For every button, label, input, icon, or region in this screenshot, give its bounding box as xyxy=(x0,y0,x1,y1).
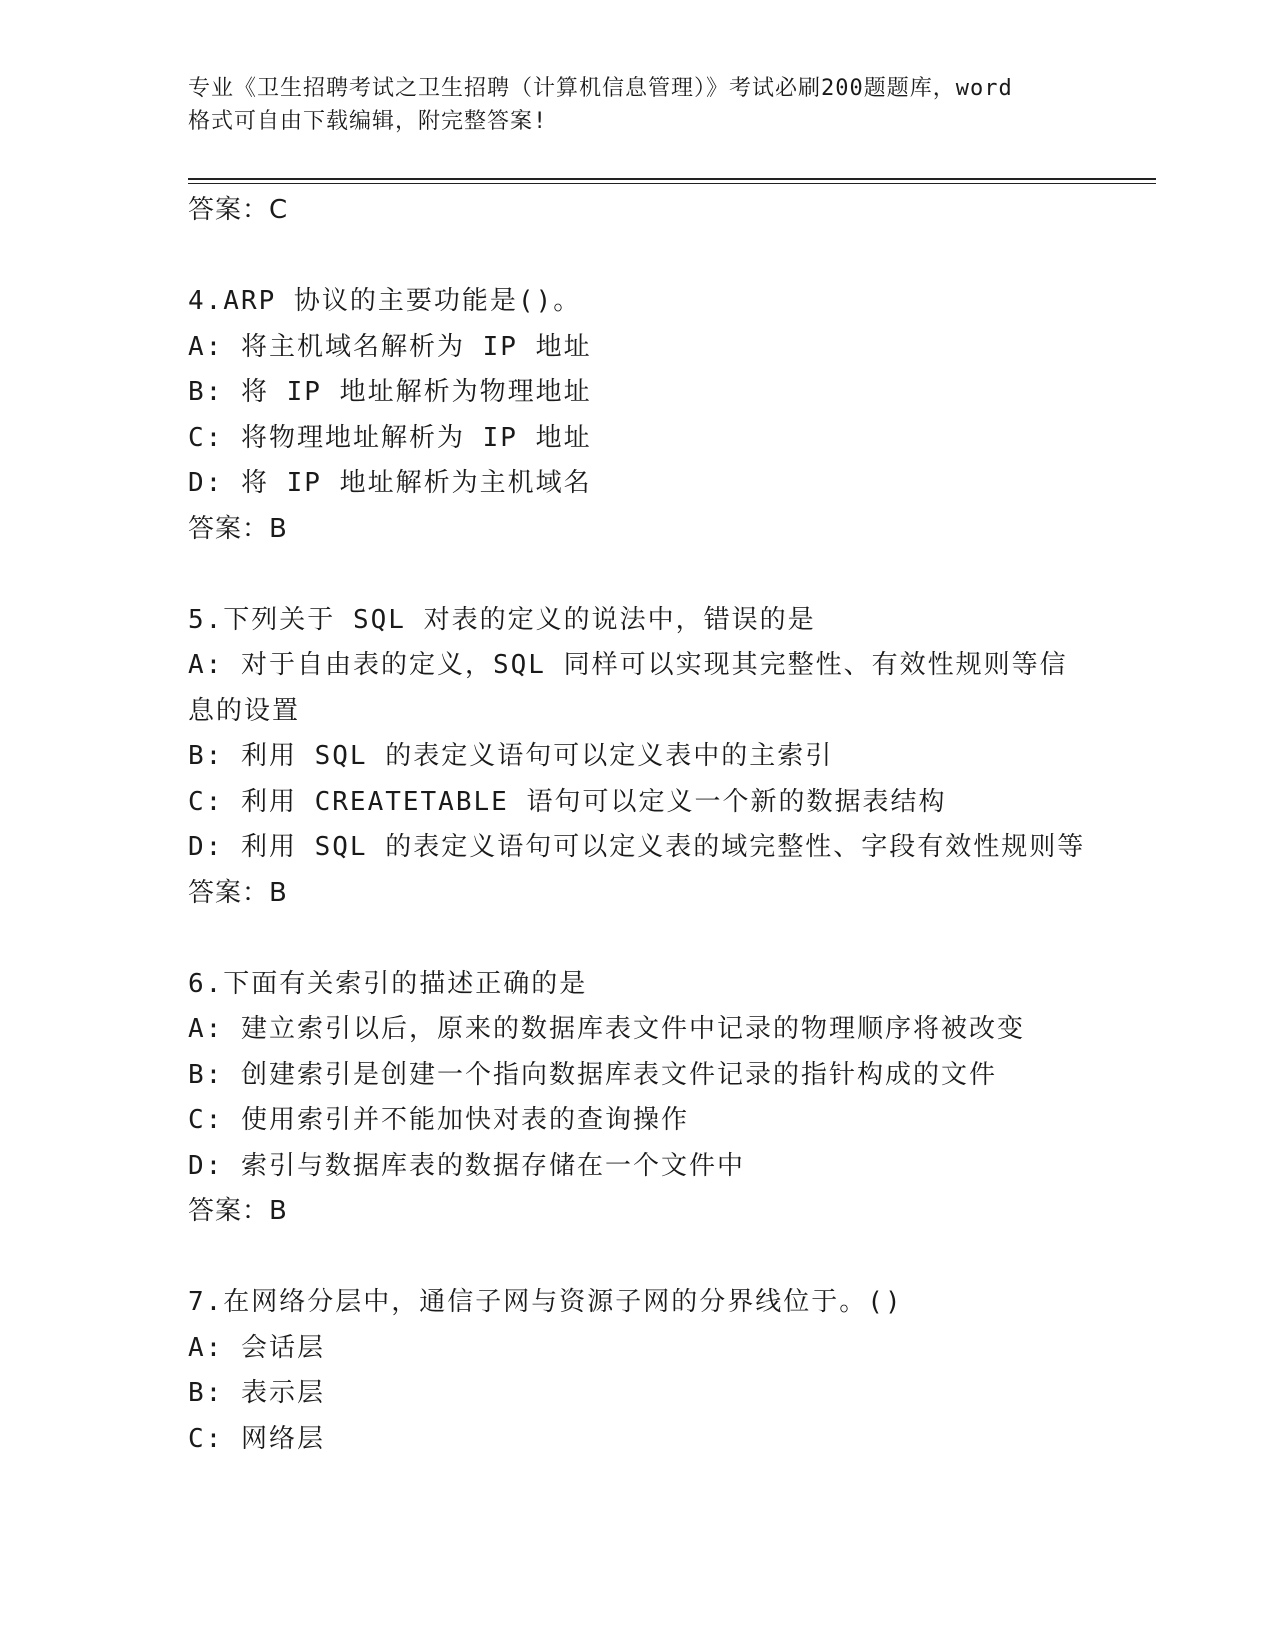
document-body xyxy=(188,188,1088,1462)
header-title-line-2: 格式可自由下载编辑，附完整答案! xyxy=(188,109,548,134)
option-a-continued: 息的设置 xyxy=(188,695,301,726)
document-header xyxy=(188,72,1088,138)
spacer xyxy=(188,916,1088,962)
spacer xyxy=(188,234,1088,280)
question-6 xyxy=(188,962,1088,1235)
option-a: A: 对于自由表的定义，SQL 同样可以实现其完整性、有效性规则等信 xyxy=(188,650,1068,680)
option-d: D: 利用 SQL 的表定义语句可以定义表的域完整性、字段有效性规则等 xyxy=(188,832,1086,862)
option-b: B: 利用 SQL 的表定义语句可以定义表中的主索引 xyxy=(188,741,834,771)
question-answer: 答案：B xyxy=(188,877,288,908)
question-answer: 答案：B xyxy=(188,513,288,544)
option-b: B: 将 IP 地址解析为物理地址 xyxy=(188,377,592,407)
header-rule-thin xyxy=(188,183,1156,184)
option-a: A: 将主机域名解析为 IP 地址 xyxy=(188,331,592,362)
option-c: C: 使用索引并不能加快对表的查询操作 xyxy=(188,1105,689,1135)
spacer xyxy=(188,552,1088,598)
question-stem: 6.下面有关索引的描述正确的是 xyxy=(188,968,588,999)
previous-answer: 答案：C xyxy=(188,195,289,225)
question-4 xyxy=(188,279,1088,552)
spacer xyxy=(188,1235,1088,1281)
option-c: C: 网络层 xyxy=(188,1423,325,1454)
question-stem: 4.ARP 协议的主要功能是()。 xyxy=(188,286,582,316)
question-5 xyxy=(188,598,1088,917)
header-title-line-1: 专业《卫生招聘考试之卫生招聘（计算机信息管理）》考试必刷200题题库，word xyxy=(188,76,1013,101)
option-c: C: 将物理地址解析为 IP 地址 xyxy=(188,422,592,453)
option-b: B: 表示层 xyxy=(188,1378,325,1408)
option-a: A: 会话层 xyxy=(188,1332,325,1363)
question-stem: 7.在网络分层中，通信子网与资源子网的分界线位于。() xyxy=(188,1287,903,1317)
header-rule-thick xyxy=(188,178,1156,180)
option-d: D: 索引与数据库表的数据存储在一个文件中 xyxy=(188,1150,745,1181)
option-a: A: 建立索引以后，原来的数据库表文件中记录的物理顺序将被改变 xyxy=(188,1014,1025,1044)
question-stem: 5.下列关于 SQL 对表的定义的说法中，错误的是 xyxy=(188,604,816,635)
option-c: C: 利用 CREATETABLE 语句可以定义一个新的数据表结构 xyxy=(188,786,947,817)
question-answer: 答案：B xyxy=(188,1196,288,1226)
option-b: B: 创建索引是创建一个指向数据库表文件记录的指针构成的文件 xyxy=(188,1059,997,1090)
option-d: D: 将 IP 地址解析为主机域名 xyxy=(188,468,592,498)
question-7 xyxy=(188,1280,1088,1462)
